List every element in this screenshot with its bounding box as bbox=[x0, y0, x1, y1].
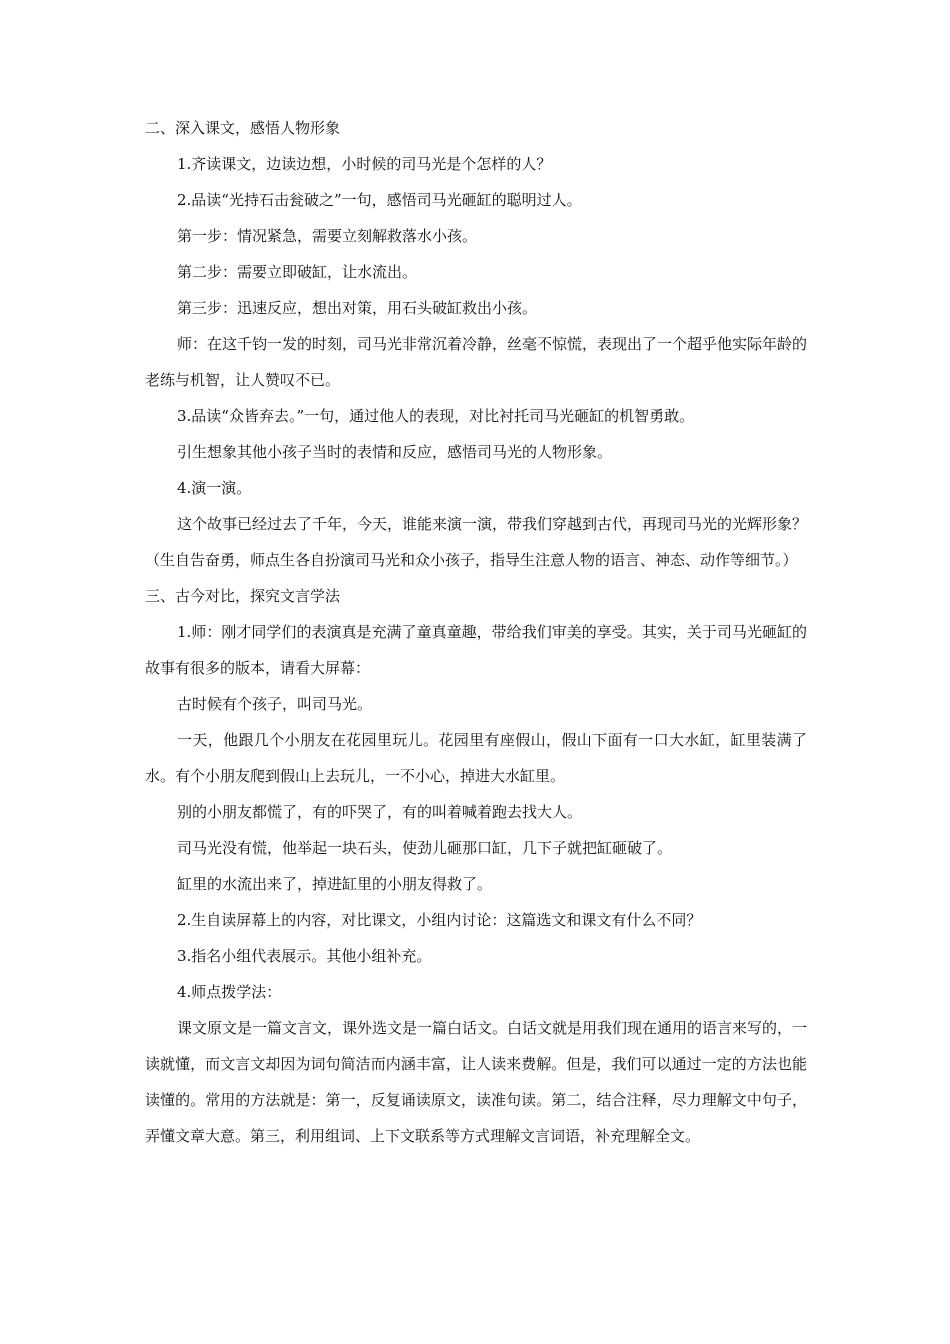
paragraph: 司马光没有慌，他举起一块石头，使劲儿砸那口缸，几下子就把缸砸破了。 bbox=[177, 839, 673, 857]
paragraph: 别的小朋友都慌了，有的吓哭了，有的叫着喊着跑去找大人。 bbox=[177, 803, 583, 821]
paragraph: 第二步：需要立即破缸，让水流出。 bbox=[177, 263, 418, 281]
paragraph: 这个故事已经过去了千年，今天，谁能来演一演，带我们穿越到古代，再现司马光的光辉形象？（生自告奋勇，师点生各自扮演司马光和众小孩子，指导生注意人物的语言、神态、动作等细节。） bbox=[145, 515, 808, 569]
paragraph: 2.生自读屏幕上的内容，对比课文，小组内讨论：这篇选文和课文有什么不同？ bbox=[177, 911, 702, 929]
paragraph: 1.师：刚才同学们的表演真是充满了童真童趣，带给我们审美的享受。其实，关于司马光砸缸的故事有很多的版本，请看大屏幕： bbox=[145, 623, 807, 677]
paragraph: 1.齐读课文，边读边想，小时候的司马光是个怎样的人？ bbox=[177, 155, 552, 173]
document-page bbox=[145, 110, 807, 1154]
section-heading-3: 三、古今对比，探究文言学法 bbox=[145, 587, 341, 605]
section-heading-2: 二、深入课文，感悟人物形象 bbox=[145, 119, 341, 137]
paragraph: 师：在这千钧一发的时刻，司马光非常沉着冷静，丝毫不惊慌，表现出了一个超乎他实际年龄的老练与机智，让人赞叹不已。 bbox=[145, 335, 808, 389]
paragraph: 课文原文是一篇文言文，课外选文是一篇白话文。白话文就是用我们现在通用的语言来写的，一读就懂，而文言文却因为词句简洁而内涵丰富，让人读来费解。但是，我们可以通过一定的方法也能读懂的。常用的方法就是：第一，反复诵读原文，读准句读。第二，结合注释，尽力理解文中句子，弄懂文章大意。第三，利用组词、上下文联系等方式理解文言词语，补充理解全文。 bbox=[145, 1019, 808, 1145]
paragraph: 2.品读“光持石击瓮破之”一句，感悟司马光砸缸的聪明过人。 bbox=[177, 191, 582, 209]
paragraph: 引生想象其他小孩子当时的表情和反应，感悟司马光的人物形象。 bbox=[177, 443, 613, 461]
paragraph: 4.演一演。 bbox=[177, 479, 252, 497]
paragraph: 第三步：迅速反应，想出对策，用石头破缸救出小孩。 bbox=[177, 299, 538, 317]
paragraph: 第一步：情况紧急，需要立刻解救落水小孩。 bbox=[177, 227, 478, 245]
paragraph: 古时候有个孩子，叫司马光。 bbox=[177, 695, 373, 713]
paragraph: 3.指名小组代表展示。其他小组补充。 bbox=[177, 947, 432, 965]
paragraph: 一天，他跟几个小朋友在花园里玩儿。花园里有座假山，假山下面有一口大水缸，缸里装满了水。有个小朋友爬到假山上去玩儿，一不小心，掉进大水缸里。 bbox=[145, 731, 807, 785]
paragraph: 3.品读“众皆弃去。”一句，通过他人的表现，对比衬托司马光砸缸的机智勇敢。 bbox=[177, 407, 695, 425]
paragraph: 缸里的水流出来了，掉进缸里的小朋友得救了。 bbox=[177, 875, 493, 893]
paragraph: 4.师点拨学法： bbox=[177, 983, 282, 1001]
